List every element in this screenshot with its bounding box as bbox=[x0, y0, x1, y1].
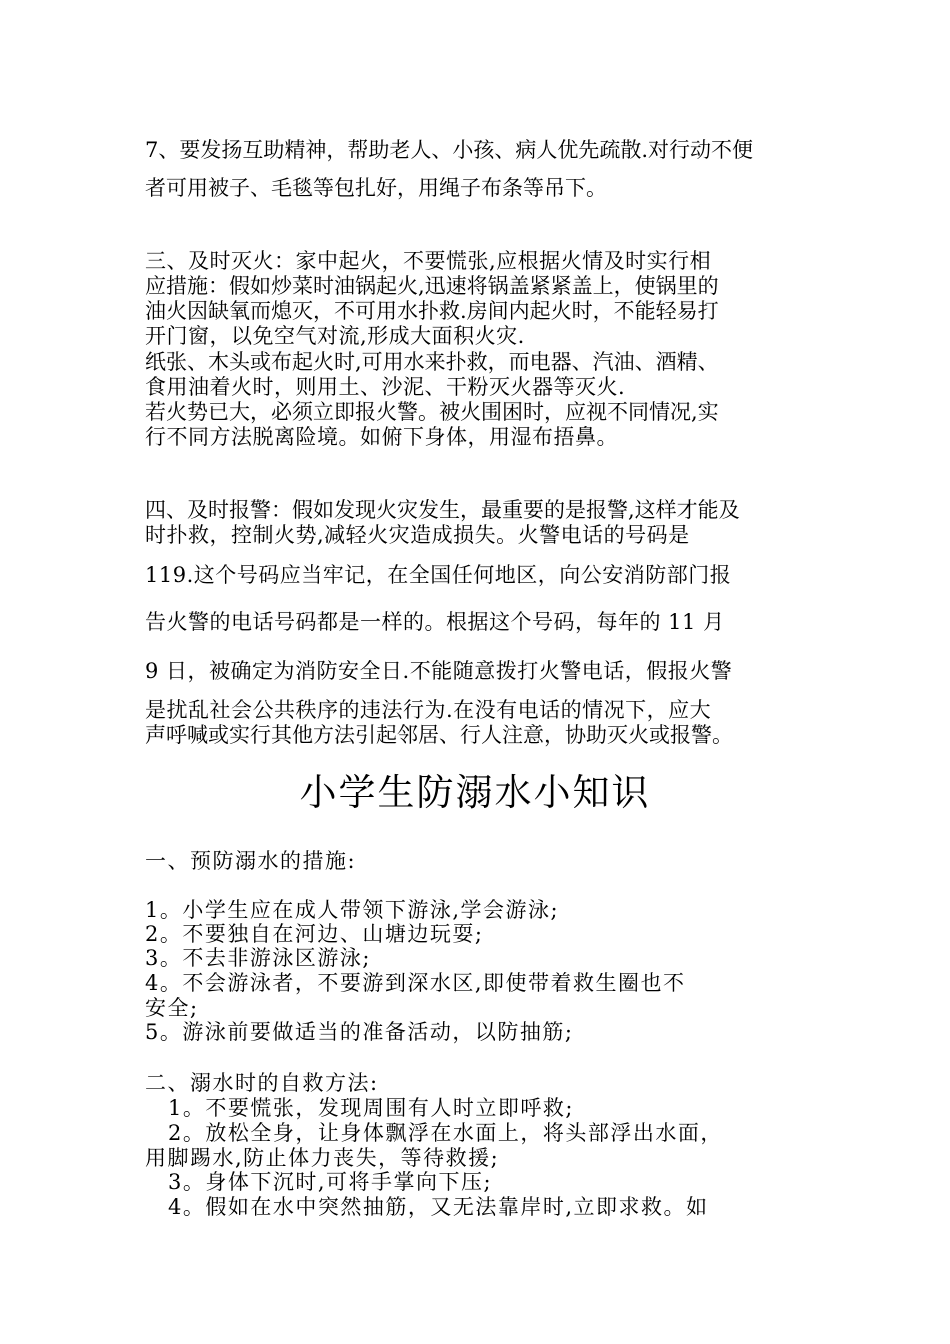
fire-p3-line4: 开门窗，以免空气对流,形成大面积火灾. bbox=[145, 324, 525, 348]
fire-p3-line6: 食用油着火时，则用土、沙泥、干粉灭火器等灭火. bbox=[145, 375, 626, 399]
prevention-item-2: 2。不要独自在河边、山塘边玩耍; bbox=[145, 922, 484, 946]
fire-p4-line1: 四、及时报警：假如发现火灾发生，最重要的是报警,这样才能及 bbox=[145, 498, 740, 522]
fire-p4-line7: 声呼喊或实行其他方法引起邻居、行人注意，协助灭火或报警。 bbox=[145, 723, 733, 747]
prevention-item-1: 1。小学生应在成人带领下游泳,学会游泳; bbox=[145, 898, 560, 922]
fire-p3-line1: 三、及时灭火：家中起火，不要慌张,应根据火情及时实行相 bbox=[145, 249, 712, 273]
fire-p4-line5: 9 日，被确定为消防安全日.不能随意拨打火警电话，假报火警 bbox=[145, 659, 733, 683]
fire-p3-line3: 油火因缺氧而熄灭，不可用水扑救.房间内起火时，不能轻易打 bbox=[145, 299, 719, 323]
self-rescue-item-2-line1: 2。放松全身，让身体飘浮在水面上，将头部浮出水面， bbox=[168, 1121, 723, 1145]
prevention-item-5: 5。游泳前要做适当的准备活动，以防抽筋; bbox=[145, 1020, 574, 1044]
self-rescue-item-2-line2: 用脚踢水,防止体力丧失，等待救援; bbox=[145, 1146, 500, 1170]
prevention-item-3: 3。不去非游泳区游泳; bbox=[145, 946, 371, 970]
self-rescue-heading: 二、溺水时的自救方法: bbox=[145, 1071, 379, 1095]
fire-p7-line2: 者可用被子、毛毯等包扎好，用绳子布条等吊下。 bbox=[145, 176, 607, 200]
fire-p4-line3: 119.这个号码应当牢记，在全国任何地区，向公安消防部门报 bbox=[145, 563, 732, 587]
prevention-heading: 一、预防溺水的措施: bbox=[145, 849, 357, 873]
self-rescue-item-1: 1。不要慌张，发现周围有人时立即呼救; bbox=[168, 1096, 574, 1120]
fire-p4-line6: 是扰乱社会公共秩序的违法行为.在没有电话的情况下，应大 bbox=[145, 698, 712, 722]
fire-p3-line5: 纸张、木头或布起火时,可用水来扑救，而电器、汽油、酒精、 bbox=[145, 350, 719, 374]
fire-p4-line2: 时扑救，控制火势,减轻火灾造成损失。火警电话的号码是 bbox=[145, 523, 690, 547]
fire-p3-line7: 若火势已大，必须立即报火警。被火围困时，应视不同情况,实 bbox=[145, 400, 719, 424]
fire-p3-line8: 行不同方法脱离险境。如俯下身体，用湿布捂鼻。 bbox=[145, 425, 618, 449]
self-rescue-item-4: 4。假如在水中突然抽筋，又无法靠岸时,立即求救。如 bbox=[168, 1195, 709, 1219]
section-title-drowning: 小学生防溺水小知识 bbox=[299, 771, 651, 814]
prevention-item-4-line2: 安全; bbox=[145, 996, 199, 1020]
fire-p7-line1: 7、要发扬互助精神，帮助老人、小孩、病人优先疏散.对行动不便 bbox=[145, 138, 754, 162]
self-rescue-item-3: 3。身体下沉时,可将手掌向下压; bbox=[168, 1170, 493, 1194]
prevention-item-4-line1: 4。不会游泳者，不要游到深水区,即使带着救生圈也不 bbox=[145, 971, 686, 995]
fire-p3-line2: 应措施：假如炒菜时油锅起火,迅速将锅盖紧紧盖上，使锅里的 bbox=[145, 274, 719, 298]
fire-p4-line4: 告火警的电话号码都是一样的。根据这个号码，每年的 11 月 bbox=[145, 610, 725, 634]
